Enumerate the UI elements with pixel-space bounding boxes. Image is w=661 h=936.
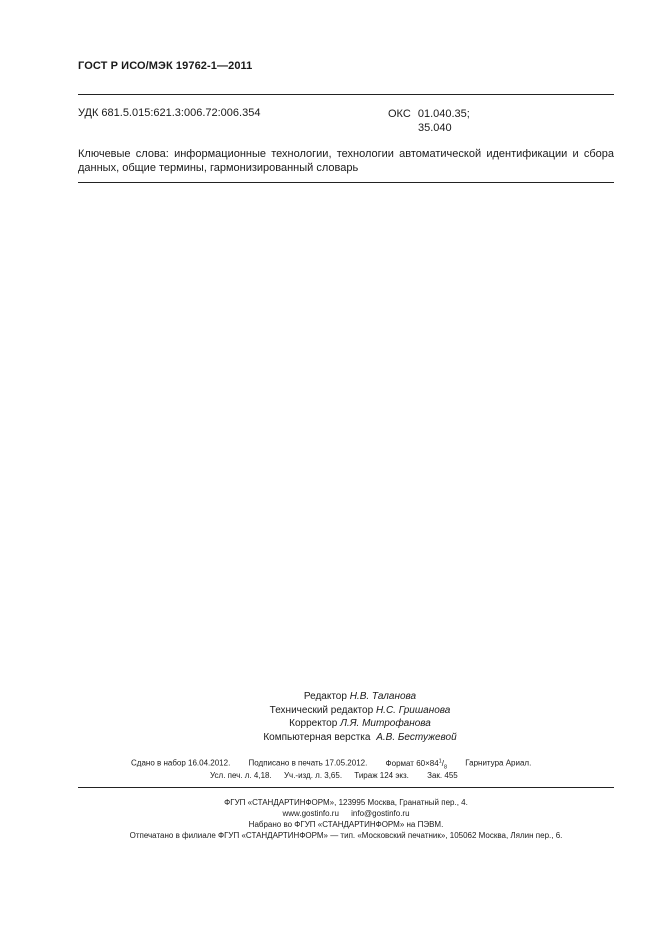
top-divider: [78, 94, 614, 95]
tech-editor-role: Технический редактор: [269, 704, 374, 716]
editor-name: Н.В. Таланова: [349, 691, 417, 702]
keywords-divider: [78, 182, 614, 183]
publication-line-1: [131, 758, 531, 770]
paper-format: Формат $60\times 84^1/_8$: [385, 758, 448, 771]
tech-editor-name: Н.С. Гришанова: [375, 704, 451, 716]
corrector-line: [240, 717, 480, 731]
signed-date: Подписано в печать 17.05.2012.: [248, 758, 368, 768]
printing-note: Отпечатано в филиале ФГУП «СТАНДАРТИНФОРМ» — тип. «Московский печатник», 105062 Москва, Лялин пер., 6.: [129, 831, 563, 840]
udk-code: УДК 681.5.015:621.3:006.72:006.354: [78, 107, 261, 119]
layout-role: Компьютерная верстка: [263, 731, 371, 743]
order-number: Зак. 455: [427, 771, 458, 780]
layout-name: А.В. Бестужевой: [376, 731, 457, 743]
tech-editor-line: [240, 704, 480, 718]
oks-block: [388, 107, 470, 135]
document-title: ГОСТ Р ИСО/МЭК 19762-1—2011: [78, 60, 253, 72]
publisher-sheets: Уч.-изд. л. 3,65.: [283, 771, 343, 780]
oks-code-2: 35.040: [418, 122, 452, 134]
print-run: Тираж 124 экз.: [354, 771, 409, 780]
email-link[interactable]: info@gostinfo.ru: [351, 809, 410, 818]
editor-line: [240, 690, 480, 704]
printer-address: ФГУП «СТАНДАРТИНФОРМ», 123995 Москва, Гранатный пер., 4.: [224, 798, 468, 807]
typeface: Гарнитура Ариал.: [465, 758, 532, 768]
oks-label: ОКС: [388, 108, 411, 120]
submitted-date: Сдано в набор 16.04.2012.: [131, 758, 231, 768]
staff-credits: [240, 690, 480, 744]
printer-divider: [78, 787, 614, 788]
typesetting-note: Набрано во ФГУП «СТАНДАРТИНФОРМ» на ПЭВМ.: [248, 820, 444, 829]
keywords-paragraph: Ключевые слова: информационные технологии, технологии автоматической идентификации и сбора данных, общие термины, гармонизированный словарь: [78, 148, 614, 174]
editor-role: Редактор: [303, 691, 347, 702]
corrector-role: Корректор: [289, 718, 338, 729]
corrector-name: Л.Я. Митрофанова: [340, 718, 431, 729]
printed-sheets: Усл. печ. л. 4,18.: [210, 771, 272, 780]
website-link[interactable]: www.gostinfo.ru: [282, 809, 339, 818]
printer-contacts: [78, 809, 614, 818]
oks-code-1: 01.040.35;: [417, 108, 470, 120]
layout-line: [240, 731, 480, 745]
publication-line-2: [210, 771, 458, 780]
